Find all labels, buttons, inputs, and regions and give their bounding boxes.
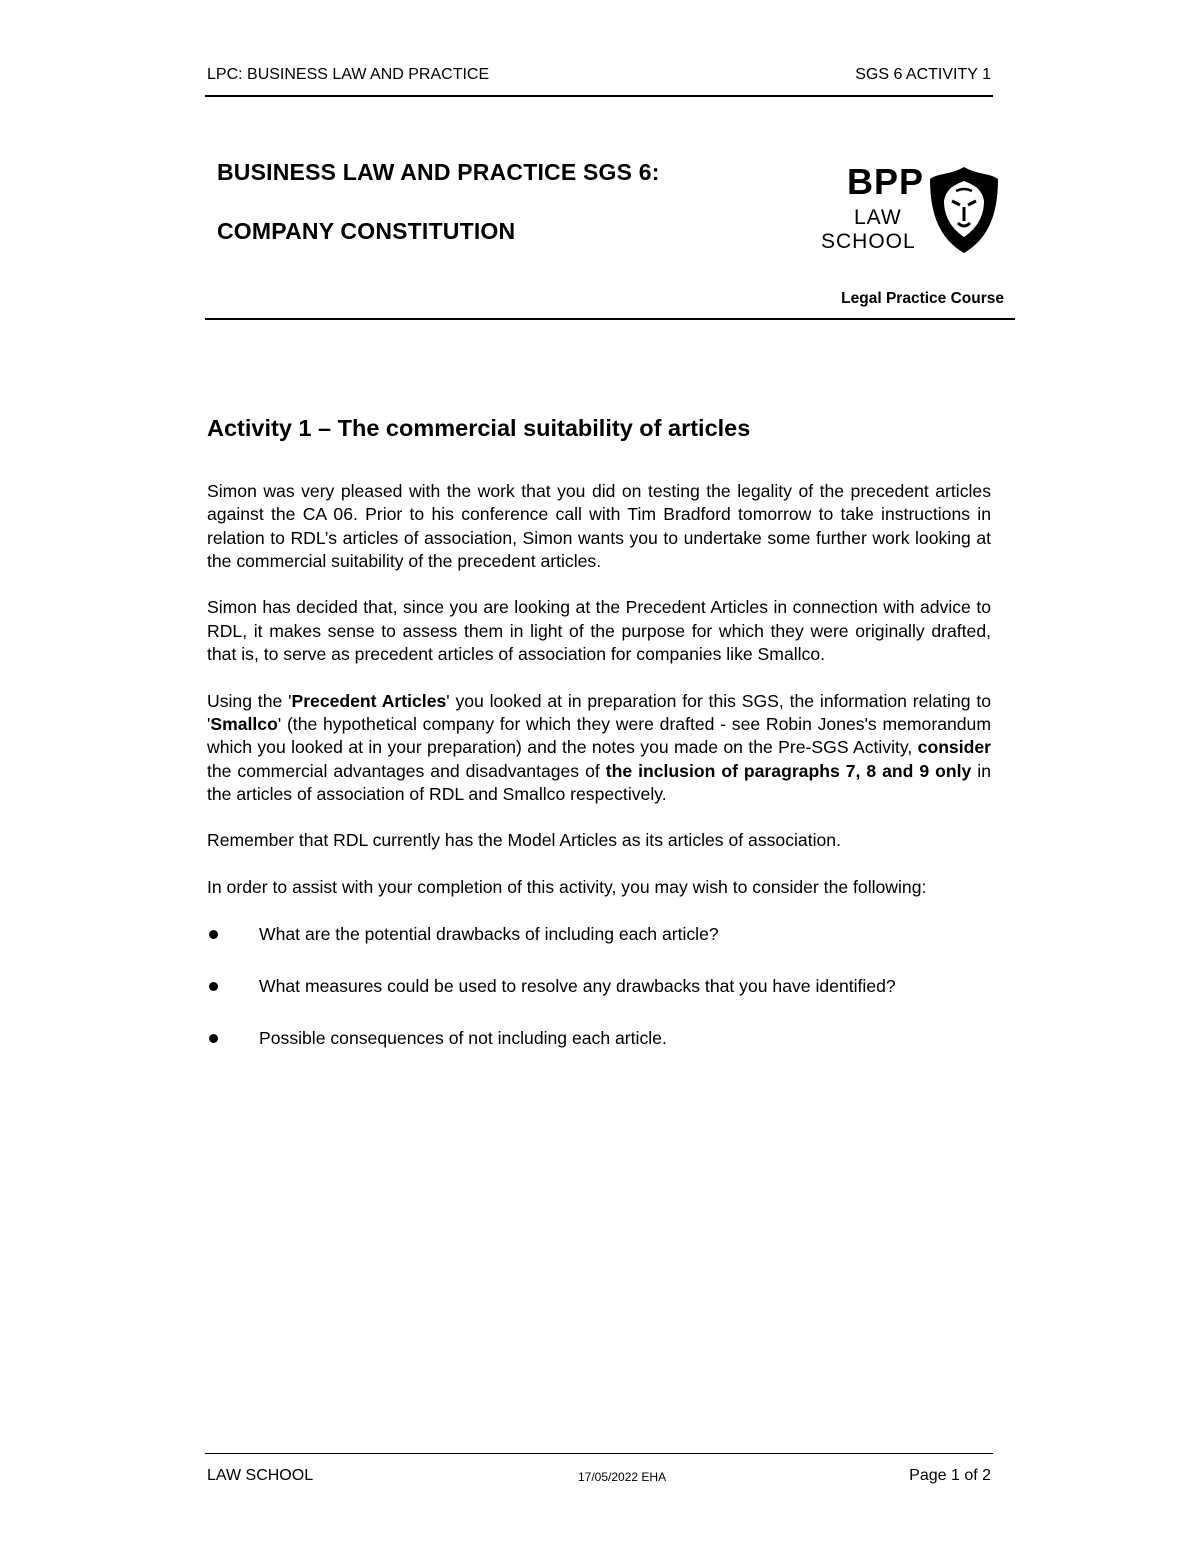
paragraph-4: Remember that RDL currently has the Model Articles as its articles of association. bbox=[207, 830, 841, 851]
page-title-line1: BUSINESS LAW AND PRACTICE SGS 6: bbox=[217, 159, 660, 185]
paragraph-2: Simon has decided that, since you are looking at the Precedent Articles in connection with advice to RDL, it makes sense to assess them in light of the purpose for which they were originally drafted, that is, to serve as precedent articles of association for companies like Smallco. bbox=[207, 597, 991, 665]
smallco-term: Smallco bbox=[210, 713, 278, 734]
logo-line2: LAW bbox=[854, 206, 902, 229]
logo-brand: BPP bbox=[847, 161, 925, 202]
p3-text-a: Using the ' bbox=[207, 690, 292, 711]
header-left: LPC: BUSINESS LAW AND PRACTICE bbox=[207, 66, 490, 83]
lion-shield-icon bbox=[928, 165, 1000, 255]
title-rule bbox=[205, 318, 1015, 320]
bullet-icon bbox=[209, 1034, 218, 1043]
p3-text-c: ' you looked at in preparation for this SGS, the information relating to ' bbox=[207, 690, 991, 734]
page-title-line2: COMPANY CONSTITUTION bbox=[217, 218, 516, 244]
consideration-list bbox=[207, 923, 991, 1051]
list-item bbox=[207, 923, 991, 946]
list-item bbox=[207, 975, 991, 998]
activity-body bbox=[207, 480, 991, 1080]
footer-rule bbox=[205, 1453, 993, 1454]
header-right: SGS 6 ACTIVITY 1 bbox=[855, 66, 991, 83]
bpp-law-school-logo bbox=[818, 160, 1003, 260]
paragraphs-scope-term: the inclusion of paragraphs 7, 8 and 9 only bbox=[605, 760, 972, 781]
p3-text-g: the commercial advantages and disadvantages of bbox=[207, 760, 606, 781]
p3-text-i: in the articles of association of RDL and Smallco respectively. bbox=[207, 760, 991, 804]
footer-date: 17/05/2022 EHA bbox=[578, 1470, 667, 1484]
list-item-text: Possible consequences of not including each article. bbox=[259, 1028, 667, 1049]
paragraph-5: In order to assist with your completion of this activity, you may wish to consider the following: bbox=[207, 877, 927, 898]
precedent-articles-term: Precedent Articles bbox=[291, 690, 447, 711]
list-item-text: What are the potential drawbacks of including each article? bbox=[259, 923, 719, 944]
header-rule bbox=[205, 95, 993, 97]
page-number: Page 1 of 2 bbox=[909, 1467, 991, 1484]
paragraph-3 bbox=[207, 690, 991, 806]
p3-text-e: ' (the hypothetical company for which they were drafted - see Robin Jones's memorandum which you looked at in your preparation) and the notes you made on the Pre-SGS Activity, bbox=[207, 713, 991, 758]
bullet-icon bbox=[209, 930, 218, 939]
list-item bbox=[207, 1027, 991, 1050]
footer-left: LAW SCHOOL bbox=[207, 1467, 314, 1484]
list-item-text: What measures could be used to resolve any drawbacks that you have identified? bbox=[259, 975, 896, 996]
paragraph-1: Simon was very pleased with the work that you did on testing the legality of the precedent articles against the CA 06. Prior to his conference call with Tim Bradford tomorrow to take instructions in relation to RDL’s articles of association, Simon wants you to undertake some further work looking at the commercial suitability of the precedent articles. bbox=[207, 481, 991, 571]
activity-heading: Activity 1 – The commercial suitability of articles bbox=[207, 415, 751, 441]
consider-term: consider bbox=[917, 737, 991, 758]
logo-line3: SCHOOL bbox=[821, 230, 916, 253]
course-subtitle: Legal Practice Course bbox=[841, 290, 1004, 307]
bullet-icon bbox=[209, 982, 218, 991]
